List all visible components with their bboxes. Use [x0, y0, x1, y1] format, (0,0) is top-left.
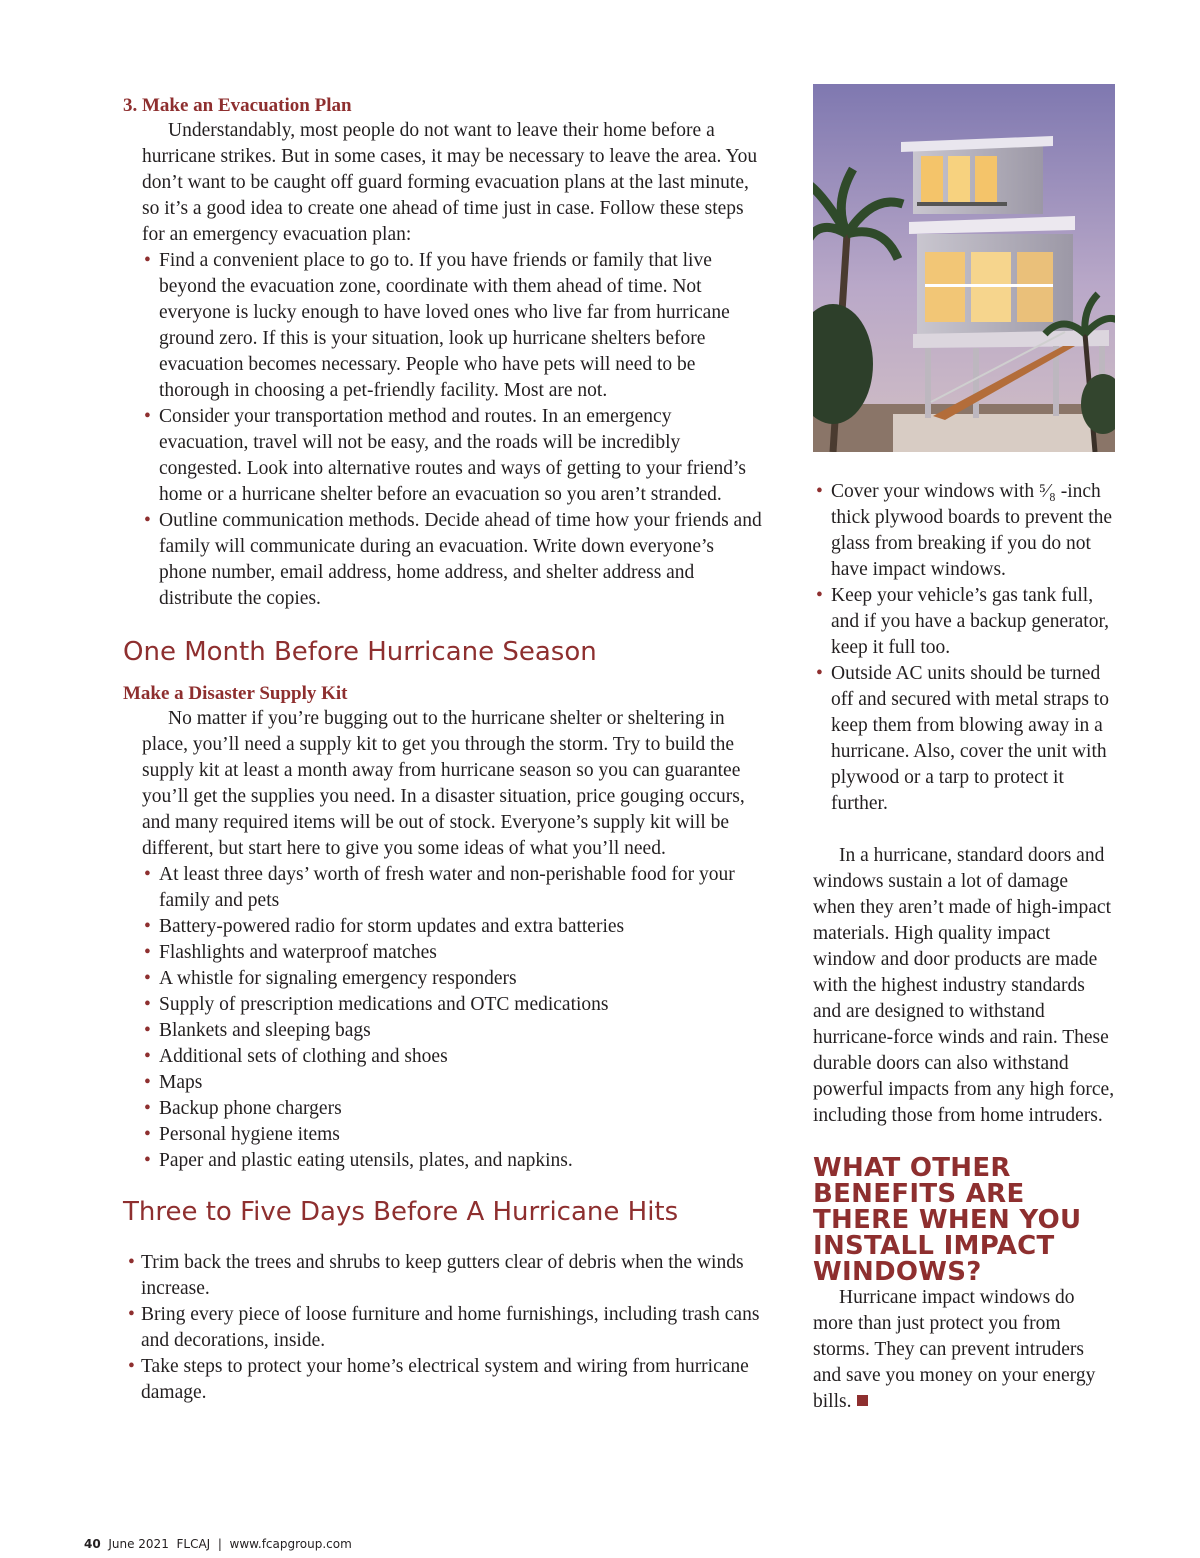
- evacuation-plan-paragraph: Understandably, most people do not want to leave their home before a hurricane strikes. But in some cases, it may be necessary to leave the area. You don’t want to be caught off guard forming evacuation plans at the last minute, so it’s a good idea to create one ahead of time just in case. Follow these steps for an emergency evacuation plan:: [142, 120, 758, 245]
- page-footer: [84, 1537, 352, 1551]
- bullet-icon: •: [144, 1124, 151, 1145]
- supply-kit-list: [123, 862, 763, 1174]
- issue-date: June 2021: [108, 1537, 169, 1551]
- list-item: [128, 1354, 763, 1406]
- list-item-text: At least three days’ worth of fresh water and non-perishable food for your family and pets: [159, 864, 735, 911]
- list-item: [816, 661, 1115, 817]
- evacuation-plan-title: 3. Make an Evacuation Plan: [123, 95, 352, 116]
- other-benefits-heading: WHAT OTHER BENEFITS ARE THERE WHEN YOU INSTALL IMPACT WINDOWS?: [813, 1153, 1082, 1287]
- benefits-text: Hurricane impact windows do more than just protect you from storms. They can prevent intruders and save you money on your energy bills.: [813, 1287, 1096, 1412]
- three-to-five-days-heading: Three to Five Days Before A Hurricane Hits: [123, 1197, 679, 1227]
- list-item: [128, 1250, 763, 1302]
- bullet-icon: •: [144, 1098, 151, 1119]
- list-item-text: Trim back the trees and shrubs to keep gutters clear of debris when the winds increase.: [141, 1252, 744, 1299]
- list-item-text: Backup phone chargers: [159, 1098, 342, 1119]
- impact-doors-paragraph: In a hurricane, standard doors and windows sustain a lot of damage when they aren’t made of high-impact materials. High quality impact window and door products are made with the highest industry standards and are designed to withstand hurricane-force winds and rain. These durable doors can also withstand powerful impacts from any high force, including those from home intruders.: [813, 845, 1115, 1126]
- list-item-text: Paper and plastic eating utensils, plates, and napkins.: [159, 1150, 573, 1171]
- list-item: [816, 479, 1115, 583]
- bullet-icon: •: [816, 585, 823, 606]
- list-item: [144, 508, 763, 612]
- list-item-text: Consider your transportation method and routes. In an emergency evacuation, travel will not be easy, and the roads will be incredibly congested. Look into alternative routes and ways of getting to your friend’s home or a hurricane shelter before an evacuation so you aren’t stranded.: [159, 406, 747, 505]
- list-item: [816, 583, 1115, 661]
- list-item-text: Maps: [159, 1072, 203, 1093]
- list-item-text: Flashlights and waterproof matches: [159, 942, 437, 963]
- list-item: [144, 1096, 763, 1122]
- days-before-list: [123, 1250, 763, 1406]
- bullet-icon: •: [144, 406, 151, 427]
- list-item: [144, 992, 763, 1018]
- list-item-text: Supply of prescription medications and OTC medications: [159, 994, 609, 1015]
- list-item: [144, 1148, 763, 1174]
- house-illustration: [813, 84, 1115, 452]
- bullet-icon: •: [144, 510, 151, 531]
- list-item: [144, 862, 763, 914]
- list-item-text: Keep your vehicle’s gas tank full, and if you have a backup generator, keep it full too.: [831, 585, 1110, 658]
- publication-name: FLCAJ: [176, 1537, 211, 1551]
- bullet-icon: •: [144, 942, 151, 963]
- supply-kit-title: Make a Disaster Supply Kit: [123, 683, 348, 704]
- end-mark-icon: [857, 1395, 868, 1406]
- list-item-text: A whistle for signaling emergency responders: [159, 968, 517, 989]
- footer-separator: |: [217, 1537, 222, 1551]
- bullet-icon: •: [128, 1356, 135, 1377]
- benefits-paragraph: [813, 1285, 1115, 1415]
- right-column: [813, 84, 1115, 1415]
- list-item: [128, 1302, 763, 1354]
- bullet-icon: •: [144, 1046, 151, 1067]
- bullet-icon: •: [816, 663, 823, 684]
- elevated-house-photo: [813, 84, 1115, 452]
- list-item-text: Blankets and sleeping bags: [159, 1020, 371, 1041]
- website-link[interactable]: www.fcapgroup.com: [229, 1537, 352, 1551]
- bullet-icon: •: [144, 1020, 151, 1041]
- bullet-icon: •: [144, 968, 151, 989]
- bullet-icon: •: [816, 481, 823, 502]
- list-item-text: Find a convenient place to go to. If you have friends or family that live beyond the evacuation zone, coordinate with them ahead of time. Not everyone is lucky enough to have loved ones who live far from hurricane ground zero. If this is your situation, look up hurricane shelters before evacuation becomes necessary. People who have pets will need to be thorough in choosing a pet-friendly facility. Most are not.: [159, 250, 730, 401]
- list-item-text: Bring every piece of loose furniture and home furnishings, including trash cans and decorations, inside.: [141, 1304, 760, 1351]
- list-item: [144, 1018, 763, 1044]
- list-item: [144, 404, 763, 508]
- list-item-text: Outside AC units should be turned off and secured with metal straps to keep them from blowing away in a hurricane. Also, cover the unit with plywood or a tarp to protect it further.: [831, 663, 1109, 814]
- page-number: 40: [84, 1537, 101, 1551]
- bullet-icon: •: [128, 1304, 135, 1325]
- bullet-icon: •: [144, 864, 151, 885]
- list-item: [144, 966, 763, 992]
- left-column: [123, 94, 763, 1406]
- bullet-icon: •: [144, 916, 151, 937]
- bullet-icon: •: [144, 1150, 151, 1171]
- evacuation-steps-list: [123, 248, 763, 612]
- list-item-text: Outline communication methods. Decide ahead of time how your friends and family will communicate during an evacuation. Write down everyone’s phone number, email address, home address, and shelter address and distribute the copies.: [159, 510, 762, 609]
- list-item-text: Additional sets of clothing and shoes: [159, 1046, 448, 1067]
- list-item: [144, 1122, 763, 1148]
- list-item-text: Personal hygiene items: [159, 1124, 340, 1145]
- list-item: [144, 914, 763, 940]
- window-protection-list: [813, 479, 1115, 817]
- list-item-text: Battery-powered radio for storm updates and extra batteries: [159, 916, 625, 937]
- list-item: [144, 1044, 763, 1070]
- list-item: [144, 940, 763, 966]
- list-item: [144, 1070, 763, 1096]
- one-month-heading: One Month Before Hurricane Season: [123, 637, 597, 667]
- bullet-icon: •: [144, 994, 151, 1015]
- supply-kit-paragraph: No matter if you’re bugging out to the hurricane shelter or sheltering in place, you’ll need a supply kit to get you through the storm. Try to build the supply kit at least a month away from hurricane season so you can guarantee you’ll get the supplies you need. In a disaster situation, price gouging occurs, and many required items will be out of stock. Everyone’s supply kit will be different, but start here to give you some ideas of what you’ll need.: [142, 708, 745, 859]
- list-item-text: Take steps to protect your home’s electrical system and wiring from hurricane damage.: [141, 1356, 749, 1403]
- bullet-icon: •: [144, 1072, 151, 1093]
- bullet-icon: •: [144, 250, 151, 271]
- bullet-icon: •: [128, 1252, 135, 1273]
- list-item: [144, 248, 763, 404]
- list-item-text: Cover your windows with ⁵⁄₈ -inch thick plywood boards to prevent the glass from breaking if you do not have impact windows.: [831, 481, 1113, 580]
